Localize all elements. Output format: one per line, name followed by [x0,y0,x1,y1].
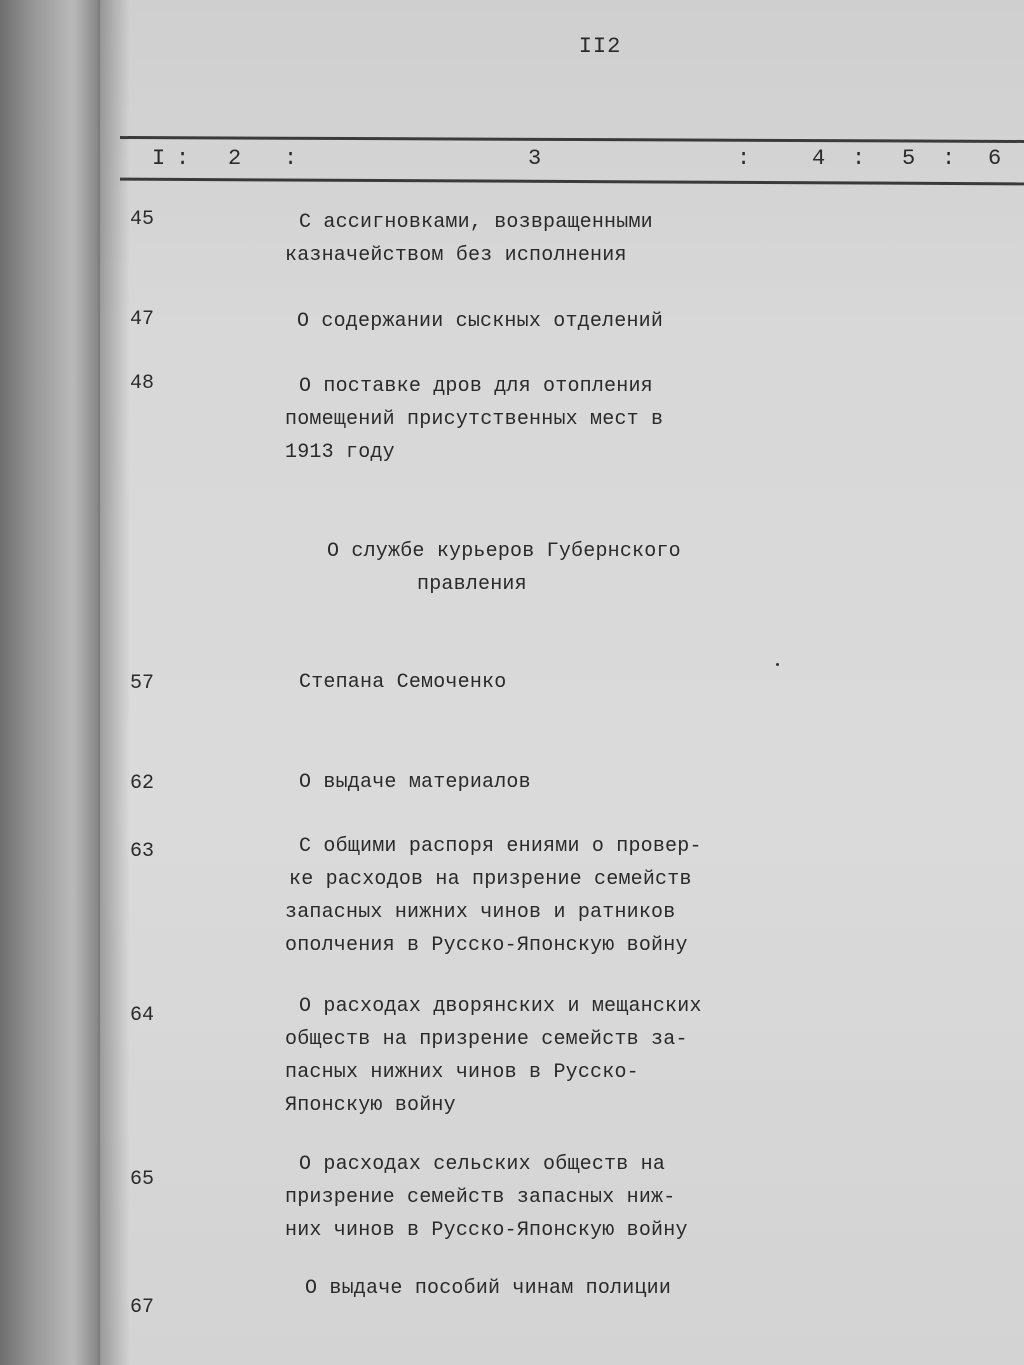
book-spine [0,0,105,1365]
entry-title-line: пасных нижних чинов в Русско- [285,1061,639,1084]
entry-number: 47 [130,308,155,331]
entry-title-line: О выдаче материалов [299,771,531,794]
entry-title-line: О содержании сыскных отделений [297,310,664,333]
entry-title-line: помещений присутственных мест в [285,408,664,431]
entry-title-line: Степана Семоченко [299,671,507,694]
entry-number: 64 [130,1004,155,1027]
entry-title-line: правления [417,573,527,596]
entry-title [285,666,755,699]
entry-title-line: ополчения в Русско-Японскую войну [285,934,688,957]
entry-title [285,766,755,799]
entry-title-line: обществ на призрение семейств за- [285,1028,688,1051]
entry-title-line: О расходах сельских обществ на [299,1153,666,1176]
column-header-5: 5 [902,146,916,171]
entry-title [285,1272,755,1305]
entry-title-line: Японскую войну [285,1094,456,1117]
entry-number: 45 [130,208,155,231]
header-rule-top [120,136,1024,143]
entry-title-line: ке расходов на призрение семейств [289,868,692,891]
document-page [100,0,1024,1365]
entry-title-line: 1913 году [285,441,395,464]
entry-title [285,535,755,601]
column-header-4: 4 [812,146,826,171]
entry-title-line: них чинов в Русско-Японскую войну [285,1219,688,1242]
entry-title-line: О поставке дров для отопления [299,375,653,398]
entry-title-line: О выдаче пособий чинам полиции [305,1277,672,1300]
column-header-6: 6 [988,146,1002,171]
entry-number: 67 [130,1296,155,1319]
column-header-3: 3 [528,146,542,171]
entry-title-line: С общими распоря ениями о провер- [299,835,702,858]
ink-dot [776,663,779,666]
entry-title [285,990,755,1122]
column-separator: : [176,146,190,171]
entry-title-line: запасных нижних чинов и ратников [285,901,676,924]
entry-title [285,305,755,338]
entry-title [285,370,755,469]
entry-title-line: призрение семейств запасных ниж- [285,1186,676,1209]
entry-title-line: О расходах дворянских и мещанских [299,995,702,1018]
column-separator: : [942,146,956,171]
entry-number: 63 [130,840,155,863]
entry-title-line: О службе курьеров Губернского [327,540,681,563]
entry-title-line: казначейством без исполнения [285,244,627,267]
entry-title [285,206,755,272]
column-header-1: I [152,146,166,171]
entry-title [285,830,755,962]
entry-title-line: С ассигновками, возвращенными [299,211,653,234]
entry-title [285,1148,755,1247]
page-number: II2 [578,34,622,59]
column-header-2: 2 [228,146,242,171]
column-header-row [152,146,1024,176]
entry-number: 48 [130,372,155,395]
column-separator: : [284,146,298,171]
entry-number: 57 [130,672,155,695]
column-separator: : [737,146,751,171]
header-rule-bottom [120,178,1024,186]
entry-number: 65 [130,1168,155,1191]
entry-number: 62 [130,772,155,795]
column-separator: : [852,146,866,171]
